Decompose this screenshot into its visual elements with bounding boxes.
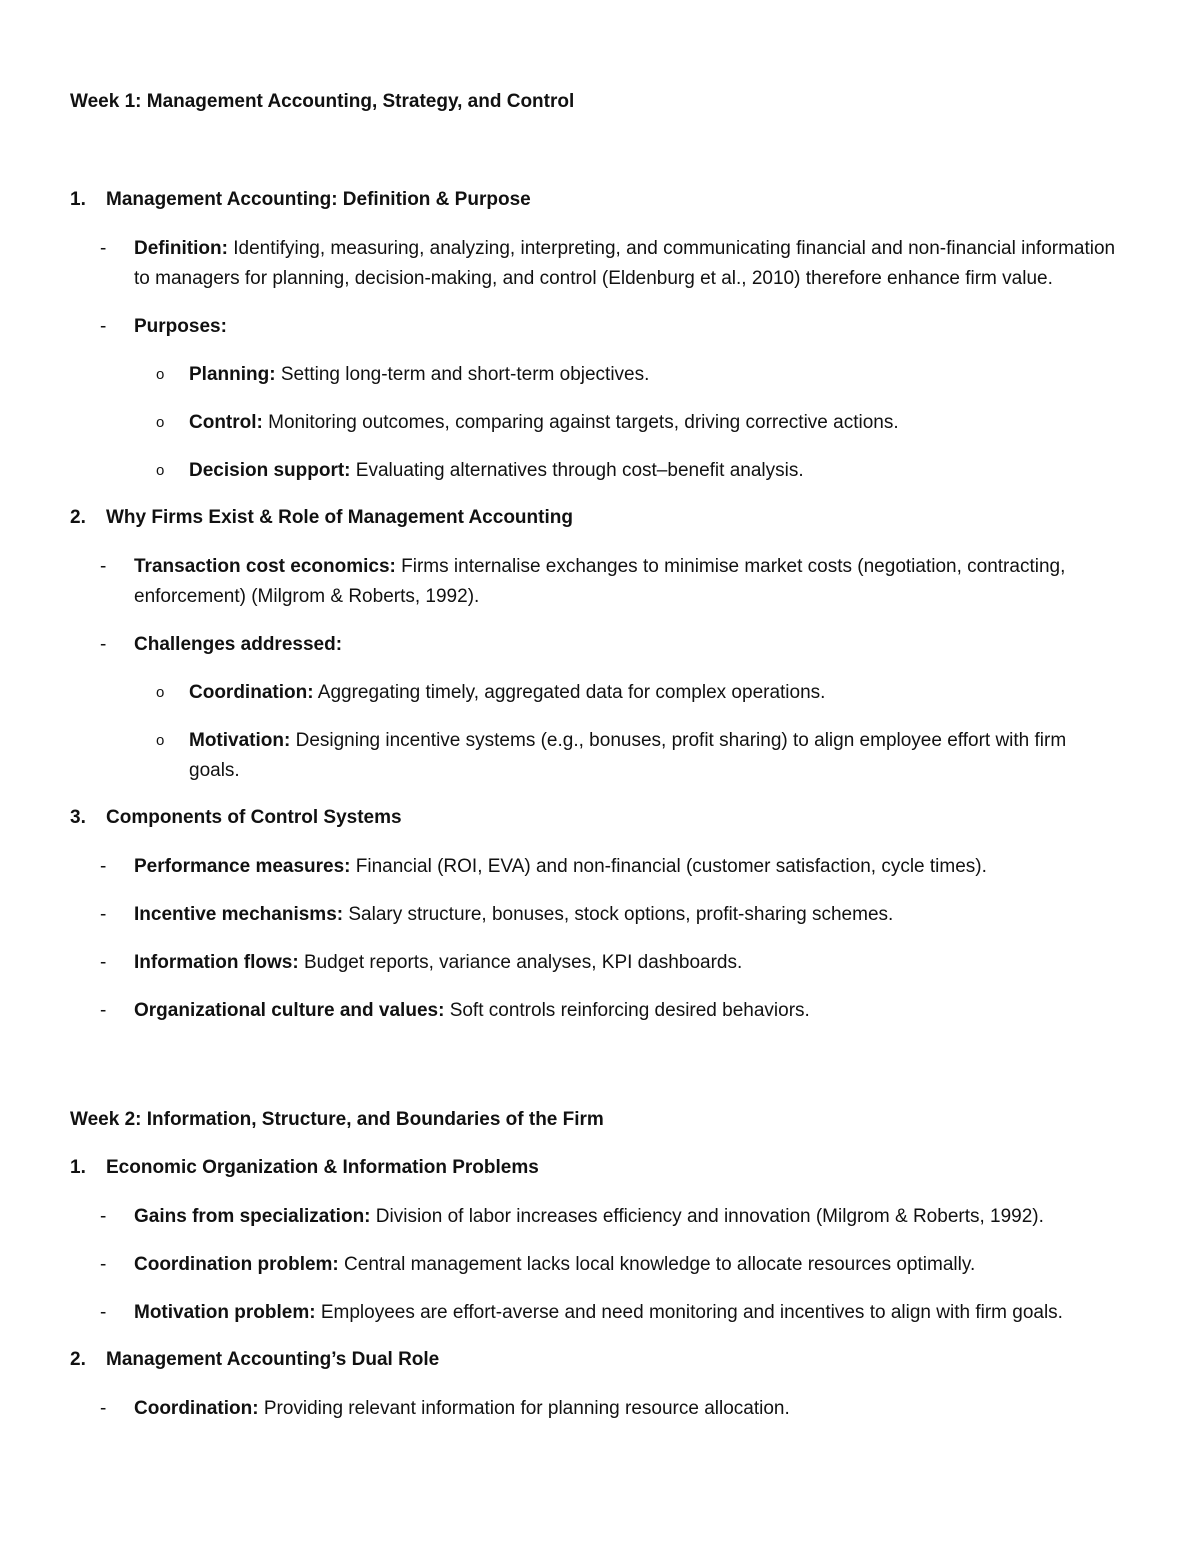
- week1-title: Week 1: Management Accounting, Strategy, and Control: [70, 91, 575, 112]
- section-heading: [70, 1346, 1130, 1374]
- section-number: 3.: [70, 807, 86, 828]
- dash-bullet: -: [100, 238, 107, 259]
- item-text: Financial (ROI, EVA) and non-financial (customer satisfaction, cycle times).: [355, 856, 987, 877]
- dash-bullet: -: [100, 1302, 107, 1323]
- sub-list-item: [70, 726, 1130, 786]
- term: Motivation problem:: [134, 1302, 316, 1323]
- term: Challenges addressed:: [134, 634, 343, 655]
- term: Decision support:: [189, 460, 351, 481]
- list-item: [70, 234, 1130, 294]
- item-text: Providing relevant information for planning resource allocation.: [263, 1398, 790, 1419]
- term: Planning:: [189, 364, 276, 385]
- list-item: [70, 630, 1130, 660]
- sub-list-item: [70, 408, 1130, 438]
- section-title: Management Accounting’s Dual Role: [106, 1349, 440, 1370]
- dash-bullet: -: [100, 856, 107, 877]
- w1-section-2: [70, 504, 1130, 786]
- dash-bullet: -: [100, 1398, 107, 1419]
- item-text: Evaluating alternatives through cost–benefit analysis.: [355, 460, 804, 481]
- w1-section-1: [70, 186, 1130, 486]
- list-item: [70, 900, 1130, 930]
- list-item: [70, 1250, 1130, 1280]
- term: Coordination:: [134, 1398, 259, 1419]
- section-title: Economic Organization & Information Problems: [106, 1157, 539, 1178]
- term: Purposes:: [134, 316, 227, 337]
- item-text: Central management lacks local knowledge to allocate resources optimally.: [344, 1254, 976, 1275]
- dash-bullet: -: [100, 1206, 107, 1227]
- list-item: [70, 1298, 1130, 1328]
- list-item: [70, 852, 1130, 882]
- term: Incentive mechanisms:: [134, 904, 344, 925]
- item-text: Employees are effort-averse and need monitoring and incentives to align with firm goals.: [320, 1302, 1063, 1323]
- section-heading: [70, 804, 1130, 832]
- item-text: Aggregating timely, aggregated data for complex operations.: [317, 682, 826, 703]
- item-text: Division of labor increases efficiency and innovation (Milgrom & Roberts, 1992).: [375, 1206, 1044, 1227]
- dash-bullet: -: [100, 556, 107, 577]
- section-number: 2.: [70, 507, 86, 528]
- dash-bullet: -: [100, 316, 107, 337]
- term: Motivation:: [189, 730, 291, 751]
- section-title: Why Firms Exist & Role of Management Accounting: [106, 507, 573, 528]
- dash-bullet: -: [100, 1254, 107, 1275]
- list-item: [70, 312, 1130, 342]
- term: Organizational culture and values:: [134, 1000, 445, 1021]
- sub-list-item: [70, 360, 1130, 390]
- w2-section-1: [70, 1154, 1130, 1328]
- list-item: [70, 996, 1130, 1026]
- item-text: Budget reports, variance analyses, KPI dashboards.: [303, 952, 743, 973]
- w2-section-2: [70, 1346, 1130, 1424]
- term: Control:: [189, 412, 263, 433]
- term: Transaction cost economics:: [134, 556, 396, 577]
- term: Definition:: [134, 238, 228, 259]
- section-number: 1.: [70, 1157, 86, 1178]
- section-title: Components of Control Systems: [106, 807, 402, 828]
- dash-bullet: -: [100, 904, 107, 925]
- circle-bullet: o: [156, 732, 165, 749]
- circle-bullet: o: [156, 414, 165, 431]
- list-item: [70, 1394, 1130, 1424]
- item-text: Identifying, measuring, analyzing, interpreting, and communicating financial and non-financial information to managers for planning, decision-making, and control (Eldenburg et al., 2010) therefore enhance firm value.: [134, 238, 1116, 289]
- term: Performance measures:: [134, 856, 351, 877]
- section-number: 1.: [70, 189, 86, 210]
- circle-bullet: o: [156, 684, 165, 701]
- list-item: [70, 948, 1130, 978]
- dash-bullet: -: [100, 634, 107, 655]
- section-number: 2.: [70, 1349, 86, 1370]
- list-item: [70, 552, 1130, 612]
- item-text: Setting long-term and short-term objectives.: [280, 364, 650, 385]
- item-text: Soft controls reinforcing desired behaviors.: [449, 1000, 810, 1021]
- section-heading: [70, 1154, 1130, 1182]
- section-heading: [70, 186, 1130, 214]
- item-text: Salary structure, bonuses, stock options, profit-sharing schemes.: [348, 904, 894, 925]
- item-text: Firms internalise exchanges to minimise market costs (negotiation, contracting, enforcement) (Milgrom & Roberts, 1992).: [134, 556, 1066, 607]
- term: Coordination problem:: [134, 1254, 339, 1275]
- list-item: [70, 1202, 1130, 1232]
- item-text: Designing incentive systems (e.g., bonuses, profit sharing) to align employee effort with firm goals.: [189, 730, 1067, 781]
- w1-section-3: [70, 804, 1130, 1026]
- term: Gains from specialization:: [134, 1206, 371, 1227]
- circle-bullet: o: [156, 462, 165, 479]
- dash-bullet: -: [100, 952, 107, 973]
- sub-list-item: [70, 678, 1130, 708]
- week2-title: Week 2: Information, Structure, and Boundaries of the Firm: [70, 1109, 604, 1130]
- section-title: Management Accounting: Definition & Purpose: [106, 189, 531, 210]
- item-text: Monitoring outcomes, comparing against targets, driving corrective actions.: [268, 412, 899, 433]
- sub-list-item: [70, 456, 1130, 486]
- term: Coordination:: [189, 682, 314, 703]
- term: Information flows:: [134, 952, 299, 973]
- section-heading: [70, 504, 1130, 532]
- circle-bullet: o: [156, 366, 165, 383]
- dash-bullet: -: [100, 1000, 107, 1021]
